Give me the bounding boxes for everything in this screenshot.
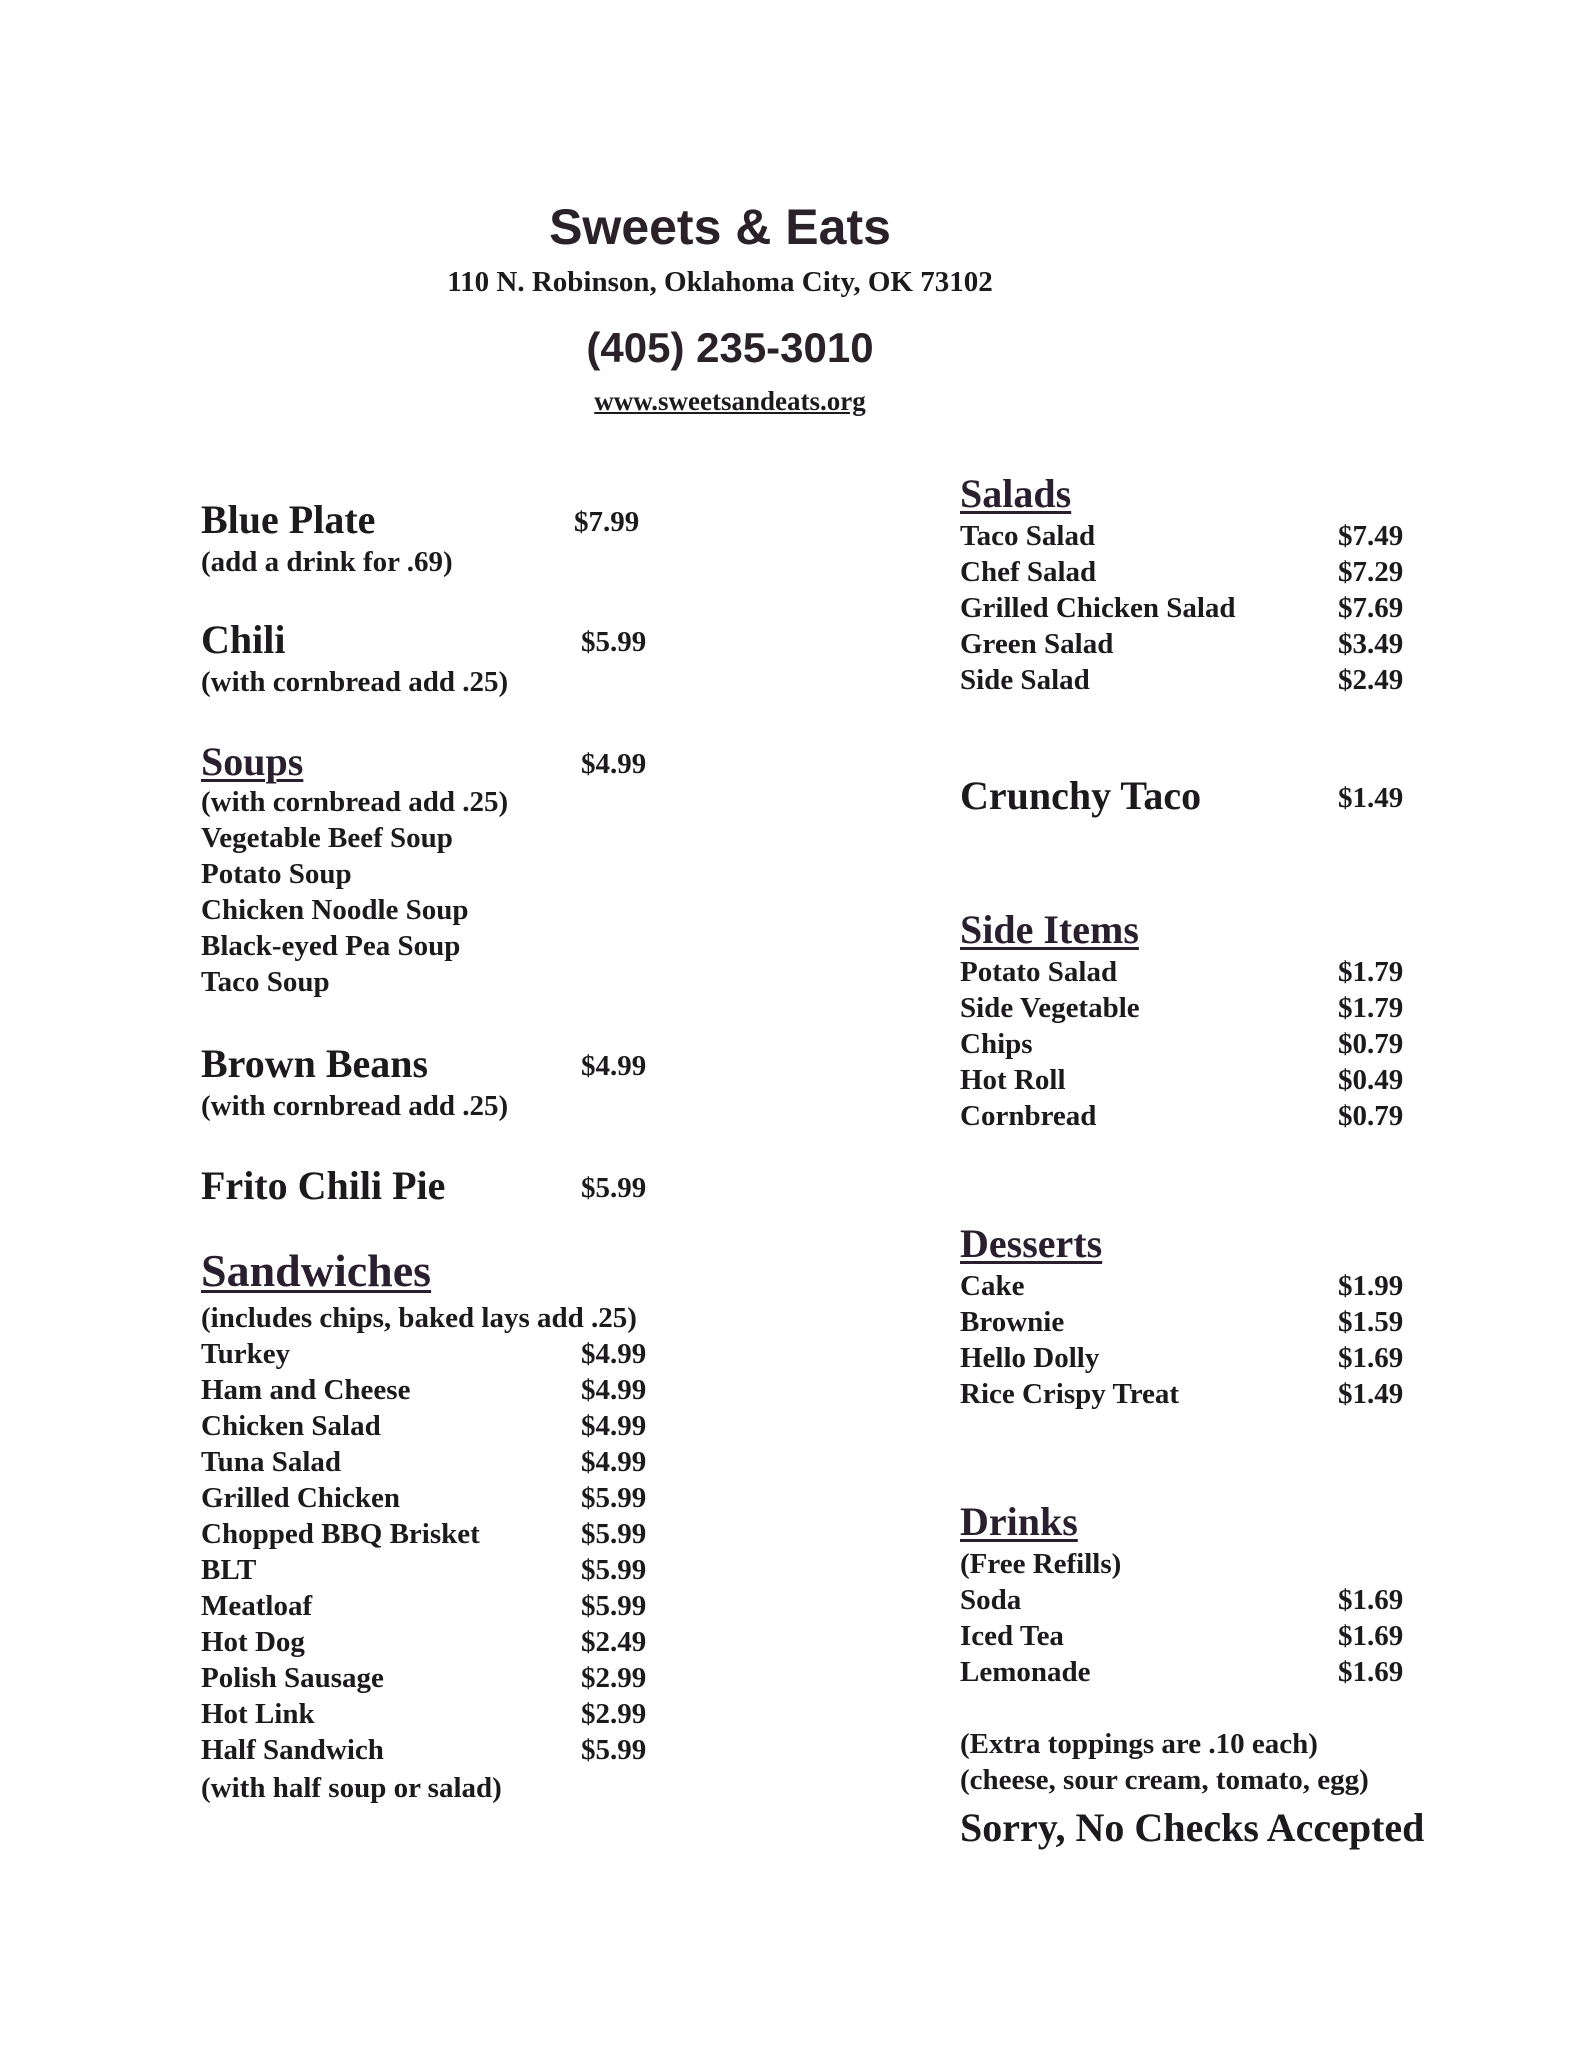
side-item-price: $1.79 xyxy=(1338,956,1404,988)
sandwich-price: $4.99 xyxy=(581,1446,647,1478)
dessert-name: Cake xyxy=(960,1270,1025,1302)
dessert-price: $1.49 xyxy=(1338,1378,1404,1410)
sandwich-name: Tuna Salad xyxy=(201,1446,342,1478)
brown-beans-note: (with cornbread add .25) xyxy=(201,1090,509,1122)
salad-price: $7.49 xyxy=(1338,520,1404,552)
sandwiches-heading: Sandwiches xyxy=(201,1245,432,1296)
blue-plate-note: (add a drink for .69) xyxy=(201,546,453,578)
chili-title: Chili xyxy=(201,617,286,662)
sandwich-price: $2.99 xyxy=(581,1662,647,1694)
soup-item: Vegetable Beef Soup xyxy=(201,822,453,854)
sandwich-name: Grilled Chicken xyxy=(201,1482,400,1514)
left-menu-column xyxy=(201,0,721,2048)
side-item-name: Cornbread xyxy=(960,1100,1097,1132)
sandwich-price: $5.99 xyxy=(581,1518,647,1550)
extra-toppings-note: (Extra toppings are .10 each) xyxy=(960,1728,1318,1760)
dessert-price: $1.99 xyxy=(1338,1270,1404,1302)
sandwich-price: $4.99 xyxy=(581,1374,647,1406)
soup-item: Black-eyed Pea Soup xyxy=(201,930,461,962)
salad-price: $7.29 xyxy=(1338,556,1404,588)
side-item-name: Potato Salad xyxy=(960,956,1118,988)
chili-note: (with cornbread add .25) xyxy=(201,666,509,698)
brown-beans-price: $4.99 xyxy=(581,1050,647,1082)
soups-note: (with cornbread add .25) xyxy=(201,786,509,818)
frito-chili-pie-title: Frito Chili Pie xyxy=(201,1163,446,1208)
sandwich-price: $4.99 xyxy=(581,1338,647,1370)
sandwich-name: Polish Sausage xyxy=(201,1662,384,1694)
sandwich-name: Chicken Salad xyxy=(201,1410,381,1442)
drinks-heading: Drinks xyxy=(960,1499,1078,1544)
sandwich-price: $2.49 xyxy=(581,1626,647,1658)
drink-name: Lemonade xyxy=(960,1656,1091,1688)
side-item-price: $0.79 xyxy=(1338,1028,1404,1060)
salad-name: Taco Salad xyxy=(960,520,1096,552)
salads-heading: Salads xyxy=(960,471,1072,516)
salad-name: Chef Salad xyxy=(960,556,1097,588)
crunchy-taco-title: Crunchy Taco xyxy=(960,773,1202,818)
crunchy-taco-price: $1.49 xyxy=(1338,782,1404,814)
sandwich-price: $5.99 xyxy=(581,1554,647,1586)
sandwich-name: Meatloaf xyxy=(201,1590,313,1622)
restaurant-address: 110 N. Robinson, Oklahoma City, OK 73102 xyxy=(447,266,993,298)
soup-item: Potato Soup xyxy=(201,858,352,890)
sandwiches-note: (includes chips, baked lays add .25) xyxy=(201,1302,637,1334)
sandwich-name: BLT xyxy=(201,1554,257,1586)
blue-plate-price: $7.99 xyxy=(574,506,640,538)
toppings-list: (cheese, sour cream, tomato, egg) xyxy=(960,1764,1369,1796)
half-sandwich-note: (with half soup or salad) xyxy=(201,1772,502,1804)
sandwich-price: $5.99 xyxy=(581,1734,647,1766)
salad-name: Green Salad xyxy=(960,628,1114,660)
sandwich-name: Half Sandwich xyxy=(201,1734,384,1766)
dessert-name: Rice Crispy Treat xyxy=(960,1378,1180,1410)
soup-item: Taco Soup xyxy=(201,966,330,998)
sandwich-name: Hot Dog xyxy=(201,1626,305,1658)
side-item-price: $0.79 xyxy=(1338,1100,1404,1132)
sandwich-name: Hot Link xyxy=(201,1698,315,1730)
restaurant-name: Sweets & Eats xyxy=(549,199,891,255)
blue-plate-title: Blue Plate xyxy=(201,497,376,542)
side-item-name: Side Vegetable xyxy=(960,992,1140,1024)
salad-name: Side Salad xyxy=(960,664,1090,696)
no-checks-notice: Sorry, No Checks Accepted xyxy=(960,1805,1425,1850)
drink-name: Iced Tea xyxy=(960,1620,1064,1652)
drink-price: $1.69 xyxy=(1338,1620,1404,1652)
side-item-price: $0.49 xyxy=(1338,1064,1404,1096)
restaurant-website-link[interactable]: www.sweetsandeats.org xyxy=(594,386,866,416)
dessert-name: Hello Dolly xyxy=(960,1342,1100,1374)
salad-price: $3.49 xyxy=(1338,628,1404,660)
side-item-name: Chips xyxy=(960,1028,1033,1060)
sandwich-name: Turkey xyxy=(201,1338,291,1370)
chili-price: $5.99 xyxy=(581,626,647,658)
sandwich-price: $2.99 xyxy=(581,1698,647,1730)
drink-price: $1.69 xyxy=(1338,1584,1404,1616)
salad-price: $7.69 xyxy=(1338,592,1404,624)
sandwich-name: Ham and Cheese xyxy=(201,1374,411,1406)
side-item-name: Hot Roll xyxy=(960,1064,1066,1096)
soups-heading: Soups xyxy=(201,739,304,784)
side-items-heading: Side Items xyxy=(960,907,1139,952)
desserts-heading: Desserts xyxy=(960,1221,1103,1266)
frito-chili-pie-price: $5.99 xyxy=(581,1172,647,1204)
dessert-price: $1.69 xyxy=(1338,1342,1404,1374)
salad-name: Grilled Chicken Salad xyxy=(960,592,1236,624)
side-item-price: $1.79 xyxy=(1338,992,1404,1024)
dessert-price: $1.59 xyxy=(1338,1306,1404,1338)
drinks-note: (Free Refills) xyxy=(960,1548,1122,1580)
salad-price: $2.49 xyxy=(1338,664,1404,696)
restaurant-phone: (405) 235-3010 xyxy=(586,324,874,371)
sandwich-price: $5.99 xyxy=(581,1590,647,1622)
sandwich-price: $5.99 xyxy=(581,1482,647,1514)
drink-name: Soda xyxy=(960,1584,1022,1616)
brown-beans-title: Brown Beans xyxy=(201,1041,429,1086)
dessert-name: Brownie xyxy=(960,1306,1065,1338)
soup-item: Chicken Noodle Soup xyxy=(201,894,469,926)
sandwich-price: $4.99 xyxy=(581,1410,647,1442)
sandwich-name: Chopped BBQ Brisket xyxy=(201,1518,480,1550)
soups-price: $4.99 xyxy=(581,748,647,780)
drink-price: $1.69 xyxy=(1338,1656,1404,1688)
right-menu-column xyxy=(960,0,1520,2048)
